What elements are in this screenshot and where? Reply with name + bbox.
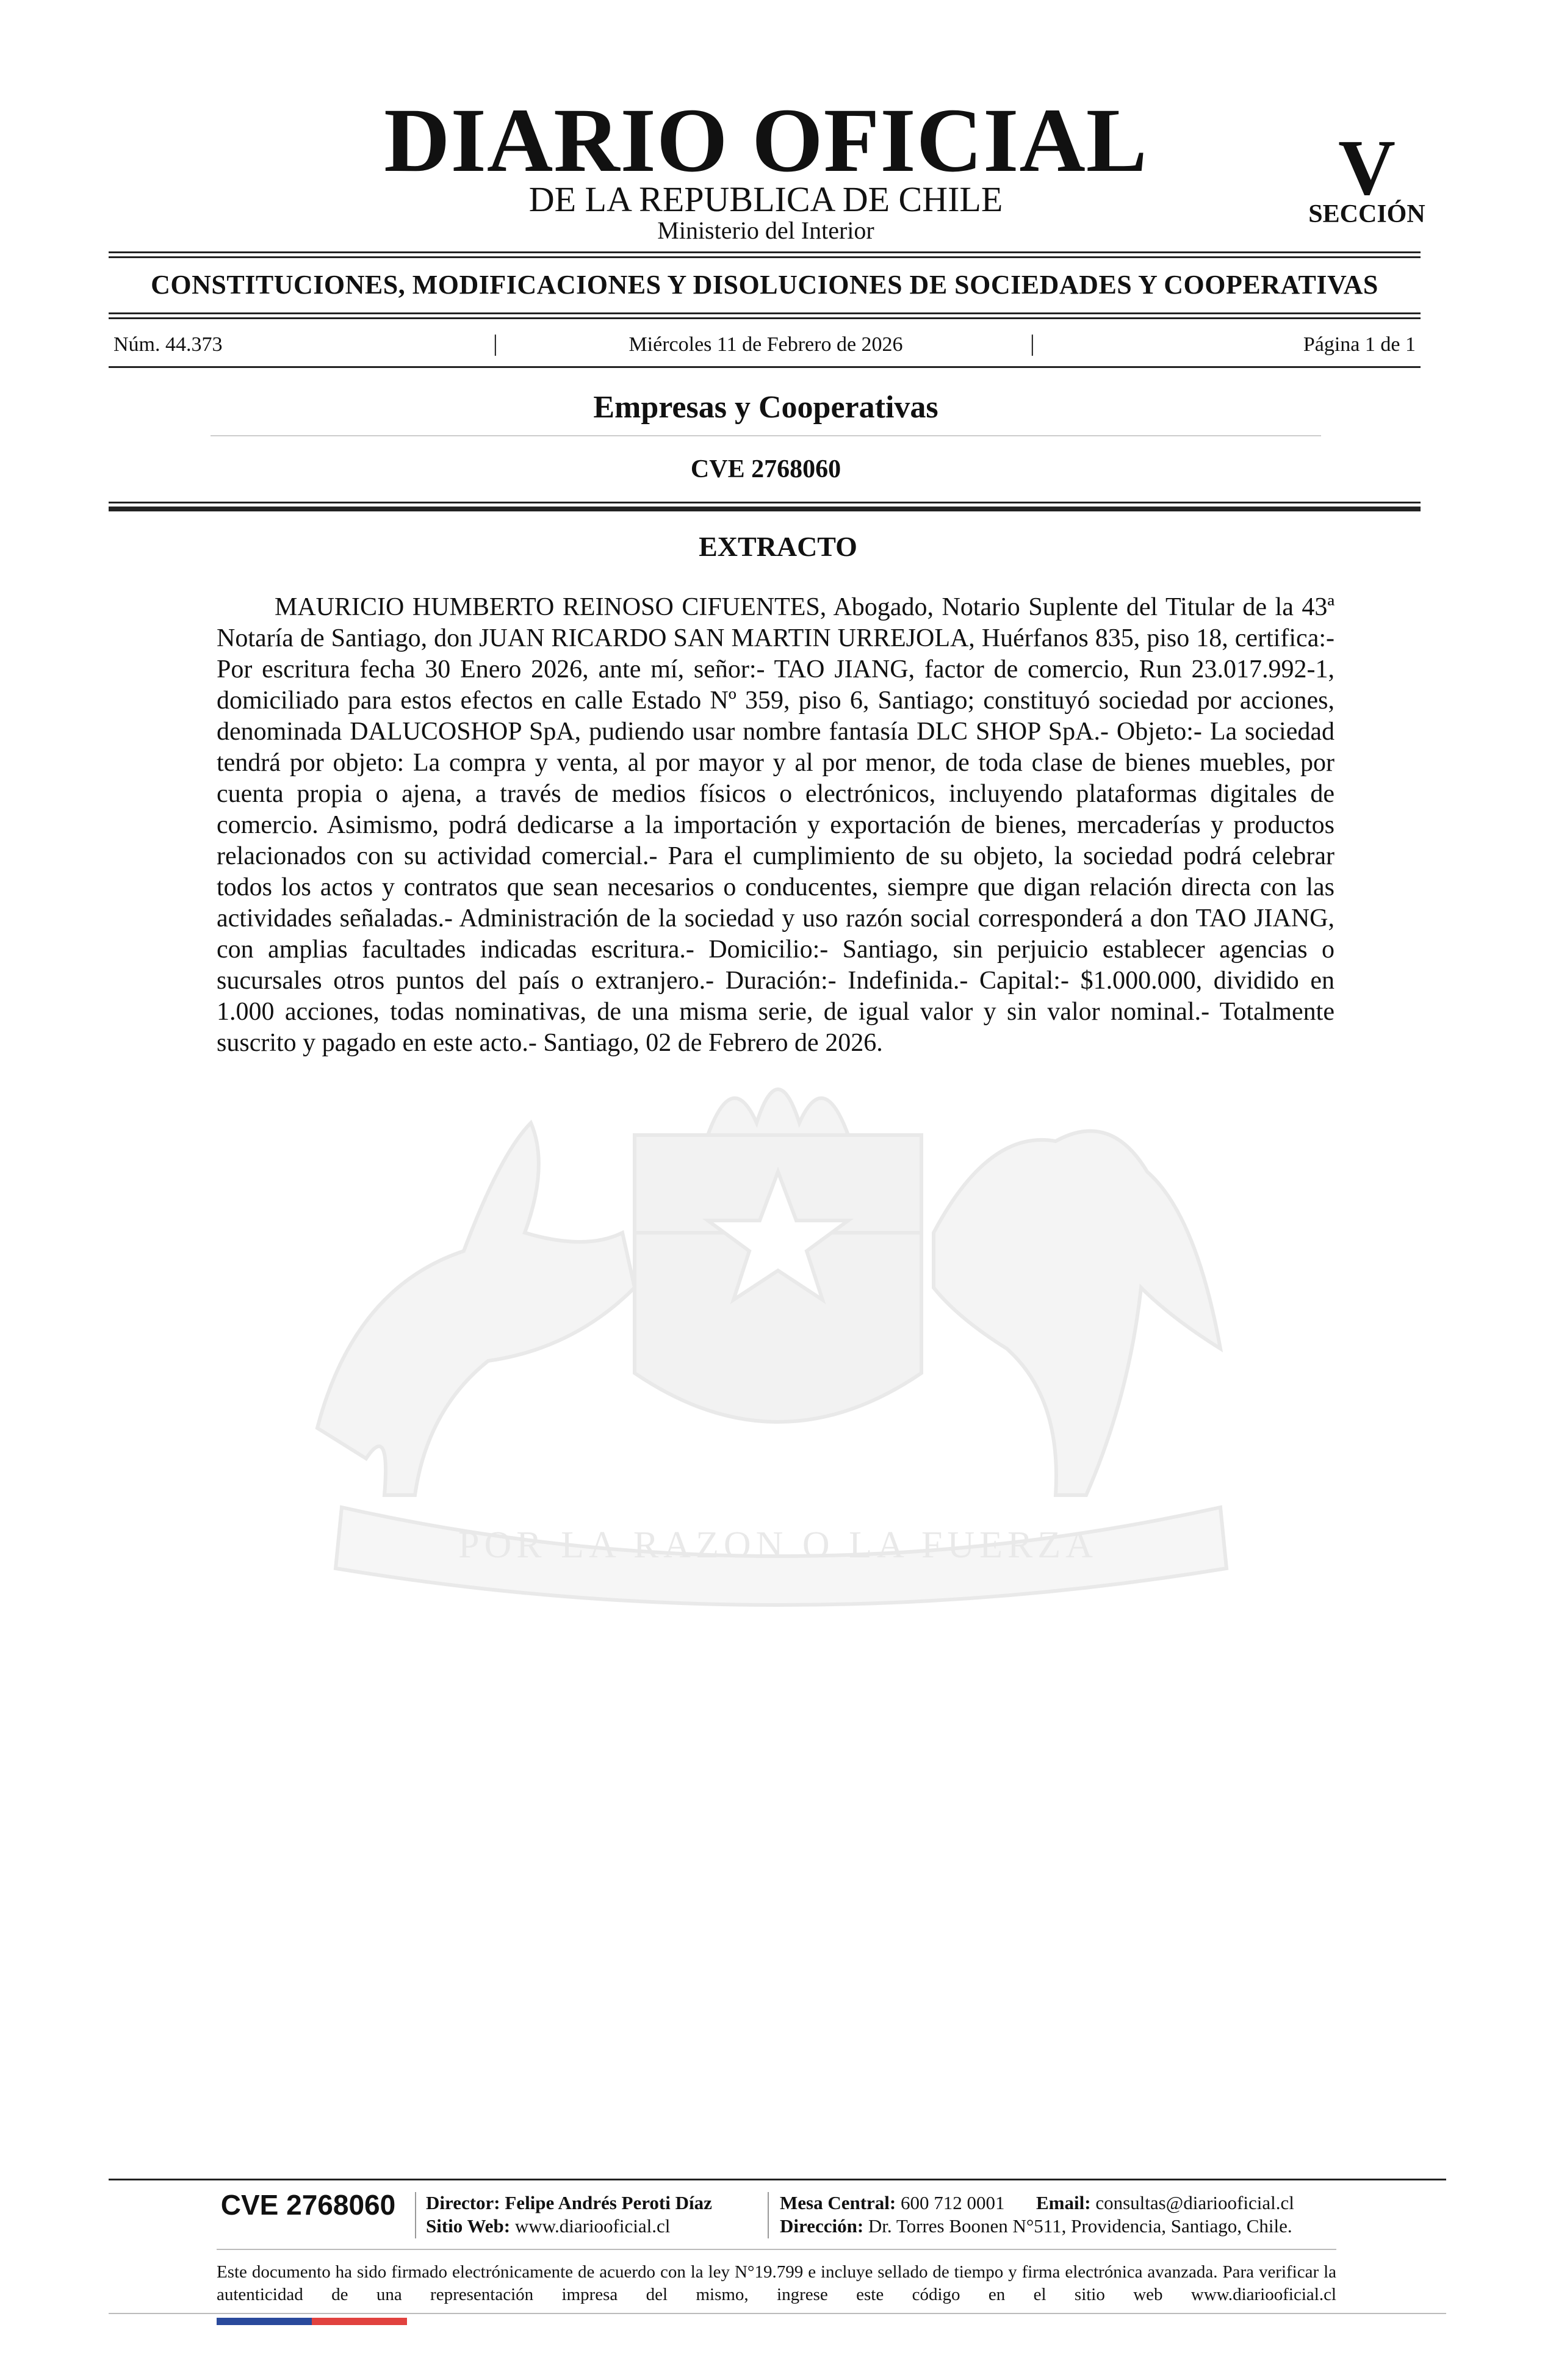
issue-date: Miércoles 11 de Febrero de 2026 (629, 333, 903, 356)
coat-of-arms-watermark (244, 1031, 1312, 1629)
divider-rule (109, 366, 1421, 368)
masthead-subtitle: DE LA REPUBLICA DE CHILE (528, 179, 1003, 219)
footer-website (426, 2215, 670, 2238)
footer-rule (109, 2179, 1446, 2180)
category-title: Empresas y Cooperativas (593, 390, 938, 425)
extract-body: MAURICIO HUMBERTO REINOSO CIFUENTES, Abogado, Notario Suplente del Titular de la 43ª Notaría de Santiago, don JUAN RICARDO SAN MARTIN URREJOLA, Huérfanos 835, piso 18, certifica:- Por escritura fecha 30 Enero 2026, ante mí, señor:- TAO JIANG, factor de comercio, Run 23.017.992-1, domiciliado para estos efectos en calle Estado Nº 359, piso 6, Santiago; constituyó sociedad por acciones, denominada DALUCOSHOP SpA, pudiendo usar nombre fantasía DLC SHOP SpA.- Objeto:- La sociedad tendrá por objeto: La compra y venta, al por mayor y al por menor, de toda clase de bienes muebles, por cuenta propia o ajena, a través de medios físicos o electrónicos, incluyendo plataformas digitales de comercio. Asimismo, podrá dedicarse a la importación y exportación de bienes, mercaderías y productos relacionados con su actividad comercial.- Para el cumplimiento de su objeto, la sociedad podrá celebrar todos los actos y contratos que sean necesarios o conducentes, siempre que digan relación directa con las actividades señaladas.- Administración de la sociedad y uso razón social corresponderá a don TAO JIANG, con amplias facultades indicadas escritura.- Domicilio:- Santiago, sin perjuicio establecer agencias o sucursales otros puntos del país o extranjero.- Duración:- Indefinida.- Capital:- $1.000.000, dividido en 1.000 acciones, todas nominativas, de una misma serie, de igual valor y sin valor nominal.- Totalmente suscrito y pagado en este acto.- Santiago, 02 de Febrero de 2026. (217, 593, 1334, 1057)
flag-stripe-blue (217, 2318, 312, 2325)
page-info: Página 1 de 1 (1303, 333, 1416, 356)
footer-director (426, 2191, 712, 2215)
footer-contact (780, 2191, 1294, 2215)
footer-rule (109, 2313, 1446, 2314)
section-label: SECCIÓN (1308, 200, 1425, 228)
masthead-title: DIARIO OFICIAL (384, 90, 1148, 191)
director-name: Felipe Andrés Peroti Díaz (505, 2192, 712, 2213)
issue-number: Núm. 44.373 (113, 333, 223, 356)
divider-rule (109, 502, 1421, 503)
divider-rule (109, 507, 1421, 511)
document-heading: EXTRACTO (699, 531, 857, 562)
watermark-motto: POR LA RAZON O LA FUERZA (458, 1524, 1098, 1566)
divider-rule (109, 312, 1421, 314)
email-link[interactable]: consultas@diariooficial.cl (1095, 2192, 1294, 2213)
flag-stripe-red (312, 2318, 407, 2325)
footer-address (780, 2215, 1292, 2238)
divider-rule (109, 256, 1421, 258)
issue-separator: | (1030, 331, 1035, 356)
director-label: Director: (426, 2192, 500, 2213)
masthead-ministry: Ministerio del Interior (657, 217, 874, 244)
divider-rule (211, 435, 1321, 436)
footer-divider (415, 2192, 416, 2238)
footer-cve-code: CVE 2768060 (220, 2189, 396, 2221)
issue-separator: | (493, 331, 498, 356)
website-link[interactable]: www.diariooficial.cl (514, 2215, 671, 2237)
divider-rule (109, 317, 1421, 319)
website-label: Sitio Web: (426, 2215, 511, 2237)
footer-rule (217, 2249, 1336, 2250)
section-roman-numeral: V (1338, 124, 1396, 212)
cve-code: CVE 2768060 (690, 455, 841, 483)
section-banner: CONSTITUCIONES, MODIFICACIONES Y DISOLUCIONES DE SOCIEDADES Y COOPERATIVAS (151, 270, 1378, 300)
footer-legal-note: Este documento ha sido firmado electrónicamente de acuerdo con la ley N°19.799 e incluye sellado de tiempo y firma electrónica avanzada. Para verificar la autenticidad de una representación impresa del mismo, ingrese este código en el sitio web www.diariooficial.cl (217, 2262, 1336, 2304)
address-label: Dirección: (780, 2215, 864, 2237)
divider-rule (109, 251, 1421, 253)
phone-label: Mesa Central: (780, 2192, 896, 2213)
email-label: Email: (1036, 2192, 1091, 2213)
footer-divider (768, 2192, 769, 2238)
phone-number: 600 712 0001 (901, 2192, 1005, 2213)
address-text: Dr. Torres Boonen N°511, Providencia, Santiago, Chile. (868, 2215, 1292, 2237)
